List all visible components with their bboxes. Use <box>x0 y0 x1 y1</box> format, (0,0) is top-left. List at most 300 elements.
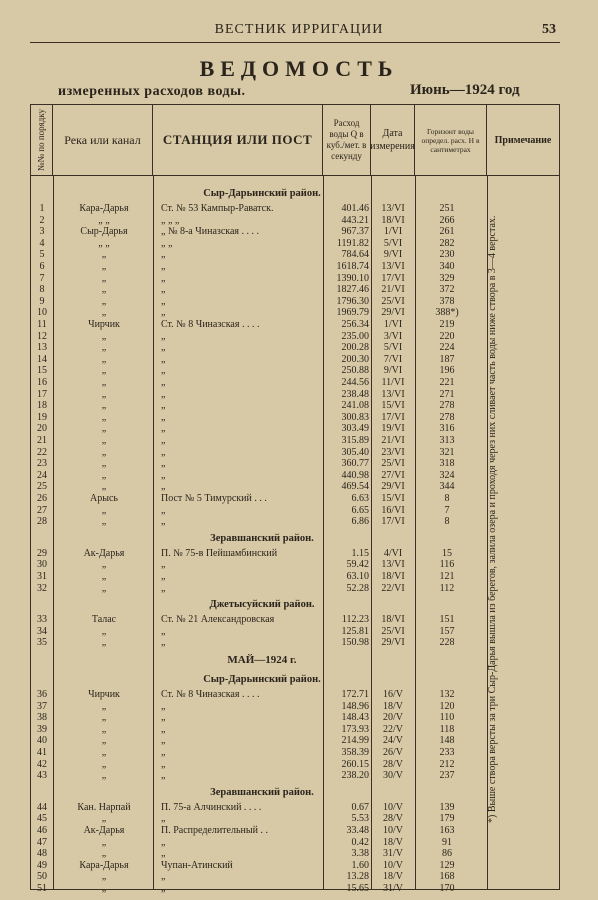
table-row <box>31 215 559 227</box>
row-station: Чупан-Атинский <box>161 859 233 871</box>
row-num: 29 <box>37 547 47 559</box>
row-river: „ <box>101 559 107 571</box>
row-num: 50 <box>37 871 47 883</box>
row-num: 48 <box>37 848 47 860</box>
row-num: 46 <box>37 825 47 836</box>
table-row <box>31 724 559 736</box>
row-flow: 303.49 <box>341 423 369 435</box>
row-date: 21/VI <box>381 284 405 296</box>
row-num: 30 <box>37 559 47 571</box>
row-date: 27/VI <box>381 469 405 481</box>
row-flow: 200.28 <box>341 342 369 354</box>
row-level: 132 <box>439 689 455 700</box>
row-flow: 235.00 <box>341 330 369 342</box>
table-row <box>31 848 559 860</box>
row-flow: 241.08 <box>341 400 369 412</box>
table-row <box>31 583 559 595</box>
table-row <box>31 689 559 701</box>
row-level: 118 <box>439 723 455 735</box>
row-flow: 315.89 <box>341 435 369 446</box>
row-flow: 1796.30 <box>336 295 369 307</box>
table-row <box>31 458 559 470</box>
row-river: „ <box>101 735 107 747</box>
row-flow: 172.71 <box>341 689 369 700</box>
row-num: 5 <box>39 249 45 261</box>
row-date: 1/VI <box>383 319 403 330</box>
table-row <box>31 860 559 872</box>
row-num: 4 <box>39 237 45 249</box>
row-flow: 214.99 <box>341 735 369 747</box>
row-level: 344 <box>439 481 455 493</box>
row-flow: 967.37 <box>341 226 369 238</box>
row-station: Ст. № 21 Александровская <box>161 614 275 626</box>
table-row <box>31 505 559 517</box>
row-station: „ <box>161 625 166 637</box>
row-date: 1/VI <box>383 226 403 238</box>
row-river: „ <box>101 435 107 446</box>
row-num: 9 <box>39 295 45 307</box>
row-river: Кара-Дарья <box>79 859 129 871</box>
row-river: „ <box>101 330 107 342</box>
row-level: 278 <box>439 411 455 423</box>
row-level: 139 <box>439 801 455 813</box>
row-river: „ <box>101 249 107 261</box>
row-date: 9/VI <box>383 365 403 377</box>
row-num: 7 <box>39 272 45 284</box>
row-date: 19/VI <box>381 423 405 435</box>
row-flow: 443.21 <box>341 214 369 226</box>
row-river: Ак-Дарья <box>83 825 125 836</box>
row-station: „ <box>161 758 166 770</box>
row-flow: 5.53 <box>351 813 369 825</box>
row-level: 233 <box>439 747 455 758</box>
row-river: „ <box>101 883 107 894</box>
row-station: „ <box>161 770 166 782</box>
row-flow: 148.96 <box>341 700 369 712</box>
row-level: 251 <box>439 203 455 214</box>
row-date: 25/VI <box>381 295 405 307</box>
table-row <box>31 813 559 825</box>
row-num: 21 <box>37 435 47 446</box>
col-header-flow: Расход воды Q в куб./мет. в секунду <box>323 105 371 175</box>
row-level: 91 <box>442 836 452 848</box>
row-level: 388*) <box>435 307 459 319</box>
row-date: 15/VI <box>381 493 405 504</box>
row-level: 196 <box>439 365 455 377</box>
table-row <box>31 571 559 583</box>
row-level: 86 <box>442 848 452 860</box>
row-level: 378 <box>439 295 455 307</box>
header-rule <box>30 42 560 43</box>
row-river: Сыр-Дарья <box>80 226 128 238</box>
row-river: „ <box>101 342 107 354</box>
row-date: 29/VI <box>381 481 405 493</box>
row-station: „ <box>161 330 166 342</box>
row-station: „ <box>161 481 166 493</box>
table-row <box>31 203 559 215</box>
row-river: „ <box>101 284 107 296</box>
row-river: „ „ <box>98 237 110 249</box>
row-date: 23/VI <box>381 446 405 458</box>
row-num: 12 <box>37 330 47 342</box>
row-station: „ <box>161 388 166 400</box>
row-date: 17/VI <box>381 272 405 284</box>
row-num: 40 <box>37 735 47 747</box>
row-river: Чирчик <box>88 689 120 700</box>
row-level: 224 <box>439 342 455 354</box>
row-num: 41 <box>37 747 47 758</box>
document-title: ВЕДОМОСТЬ <box>199 56 399 81</box>
row-flow: 469.54 <box>341 481 369 493</box>
row-num: 6 <box>39 261 45 272</box>
row-level: 261 <box>439 226 455 238</box>
row-date: 17/VI <box>381 411 405 423</box>
row-flow: 401.46 <box>341 203 369 214</box>
row-flow: 238.20 <box>341 770 369 782</box>
row-station: „ <box>161 458 166 470</box>
row-station: „ „ <box>161 237 173 249</box>
row-date: 13/VI <box>381 261 405 272</box>
row-station: „ <box>161 848 166 860</box>
row-river: Кан. Нарпай <box>77 801 131 813</box>
row-station: Ст. № 8 Чиназская . . . . <box>161 319 260 330</box>
row-station: „ <box>161 871 166 883</box>
row-station: „ <box>161 435 166 446</box>
table-row <box>31 735 559 747</box>
row-level: 148 <box>439 735 455 747</box>
row-level: 228 <box>439 637 455 649</box>
row-flow: 0.42 <box>351 836 369 848</box>
row-station: „ <box>161 559 166 571</box>
row-river: „ <box>101 836 107 848</box>
table-row <box>31 470 559 482</box>
row-date: 3/VI <box>383 330 403 342</box>
row-date: 9/VI <box>383 249 403 261</box>
table-row <box>31 493 559 505</box>
row-num: 37 <box>37 700 47 712</box>
row-station: П. № 75-в Пейшамбинский <box>161 547 278 559</box>
row-num: 32 <box>37 582 47 594</box>
row-station: „ <box>161 836 166 848</box>
row-date: 15/VI <box>381 400 405 412</box>
row-flow: 360.77 <box>341 458 369 470</box>
document-subtitle: измеренных расходов воды. <box>58 84 246 99</box>
row-station: „ <box>161 284 166 296</box>
row-num: 34 <box>37 625 47 637</box>
row-river: „ <box>101 423 107 435</box>
row-num: 33 <box>37 614 47 626</box>
row-river: Ак-Дарья <box>83 547 125 559</box>
row-flow: 112.23 <box>341 614 369 626</box>
row-station: „ <box>161 712 166 724</box>
row-river: Арысь <box>90 493 118 504</box>
report-period: Июнь—1924 год <box>410 82 520 98</box>
discharge-table <box>30 104 560 894</box>
row-date: 26/V <box>383 747 403 758</box>
row-level: 340 <box>439 261 455 272</box>
row-num: 35 <box>37 637 47 649</box>
table-row <box>31 712 559 724</box>
table-row <box>31 825 559 837</box>
row-level: 212 <box>439 758 455 770</box>
row-date: 22/VI <box>381 582 405 594</box>
row-flow: 238.48 <box>341 388 369 400</box>
row-level: 112 <box>439 582 455 594</box>
table-row <box>31 389 559 401</box>
row-date: 21/VI <box>381 435 405 446</box>
row-date: 24/V <box>383 735 403 747</box>
table-row <box>31 770 559 782</box>
table-row <box>31 559 559 571</box>
row-num: 8 <box>39 284 45 296</box>
footnote-vertical: *) Выше створа версты за три Сыр-Дарья вышла из берегов, залила озера и проходя через них сливает часть воды ниже створа в 3—4 верстах. <box>487 215 498 823</box>
table-row <box>31 273 559 285</box>
row-num: 27 <box>37 504 47 516</box>
table-row <box>31 319 559 331</box>
row-flow: 6.63 <box>351 493 369 504</box>
month-heading: МАЙ—1924 г. <box>227 654 297 666</box>
row-station: „ <box>161 747 166 758</box>
row-date: 18/VI <box>381 614 405 626</box>
row-num: 1 <box>39 203 45 214</box>
row-river: „ <box>101 353 107 365</box>
row-level: 220 <box>439 330 455 342</box>
row-station: „ <box>161 377 166 388</box>
row-flow: 1.15 <box>351 547 369 559</box>
row-level: 324 <box>439 469 455 481</box>
row-flow: 148.43 <box>341 712 369 724</box>
row-num: 26 <box>37 493 47 504</box>
row-river: „ <box>101 388 107 400</box>
row-date: 11/VI <box>381 377 405 388</box>
row-num: 3 <box>39 226 45 238</box>
row-flow: 13.28 <box>346 871 369 883</box>
row-flow: 15.65 <box>346 883 369 894</box>
row-station: „ <box>161 813 166 825</box>
table-row <box>31 481 559 493</box>
row-num: 28 <box>37 516 47 528</box>
row-station: „ <box>161 883 166 894</box>
table-row <box>31 637 559 649</box>
row-num: 17 <box>37 388 47 400</box>
row-num: 18 <box>37 400 47 412</box>
table-row <box>31 837 559 849</box>
row-flow: 150.98 <box>341 637 369 649</box>
row-level: 237 <box>439 770 455 782</box>
row-flow: 52.28 <box>346 582 369 594</box>
table-row <box>31 226 559 238</box>
row-num: 23 <box>37 458 47 470</box>
row-river: „ „ <box>98 214 110 226</box>
row-date: 10/V <box>383 859 403 871</box>
row-flow: 250.88 <box>341 365 369 377</box>
row-num: 10 <box>37 307 47 319</box>
row-river: „ <box>101 411 107 423</box>
row-date: 25/VI <box>381 458 405 470</box>
row-num: 19 <box>37 411 47 423</box>
row-date: 5/VI <box>383 342 403 354</box>
region-heading: Джетысуйский район. <box>209 599 315 611</box>
col-header-note: Примечание <box>494 134 552 146</box>
row-date: 5/VI <box>383 237 403 249</box>
row-station: „ <box>161 723 166 735</box>
row-date: 18/V <box>383 871 403 883</box>
row-level: 187 <box>439 353 455 365</box>
row-river: „ <box>101 571 107 582</box>
table-row <box>31 249 559 261</box>
row-num: 45 <box>37 813 47 825</box>
row-station: „ <box>161 342 166 354</box>
row-date: 31/V <box>383 883 403 894</box>
row-river: „ <box>101 582 107 594</box>
table-row <box>31 747 559 759</box>
row-date: 4/VI <box>383 547 403 559</box>
row-level: 221 <box>439 377 455 388</box>
row-date: 18/V <box>383 700 403 712</box>
table-row <box>31 331 559 343</box>
table-row <box>31 423 559 435</box>
row-station: Пост № 5 Тимурский . . . <box>161 493 267 504</box>
row-date: 10/V <box>383 801 403 813</box>
row-station: „ <box>161 272 166 284</box>
row-level: 121 <box>439 571 455 582</box>
row-river: „ <box>101 377 107 388</box>
col-header-date: Дата измерения <box>371 105 415 175</box>
row-river: „ <box>101 458 107 470</box>
row-flow: 1390.10 <box>336 272 369 284</box>
row-num: 25 <box>37 481 47 493</box>
row-level: 372 <box>439 284 455 296</box>
row-date: 18/VI <box>381 571 405 582</box>
row-station: „ „ „ <box>161 214 180 226</box>
row-num: 2 <box>39 214 45 226</box>
row-river: „ <box>101 365 107 377</box>
row-num: 11 <box>37 319 47 330</box>
row-level: 179 <box>439 813 455 825</box>
row-river: „ <box>101 813 107 825</box>
row-num: 31 <box>37 571 47 582</box>
row-level: 266 <box>439 214 455 226</box>
row-river: „ <box>101 446 107 458</box>
row-station: Ст. № 8 Чиназская . . . . <box>161 689 260 700</box>
header-separator <box>31 175 559 176</box>
col-header-num: №№ по порядку <box>31 105 53 175</box>
row-level: 271 <box>439 388 455 400</box>
row-flow: 125.81 <box>341 625 369 637</box>
row-river: „ <box>101 272 107 284</box>
row-num: 38 <box>37 712 47 724</box>
row-flow: 1.60 <box>351 859 369 871</box>
region-heading: Сыр-Дарьинский район. <box>203 674 321 685</box>
row-date: 17/VI <box>381 516 405 528</box>
row-date: 10/V <box>383 825 403 836</box>
row-flow: 6.86 <box>351 516 369 528</box>
table-row <box>31 261 559 273</box>
row-level: 8 <box>444 516 450 528</box>
row-date: 30/V <box>383 770 403 782</box>
row-level: 163 <box>439 825 455 836</box>
col-header-river: Река или канал <box>53 105 153 175</box>
row-date: 13/VI <box>381 559 405 571</box>
row-level: 116 <box>439 559 455 571</box>
row-river: „ <box>101 758 107 770</box>
row-level: 120 <box>439 700 455 712</box>
row-date: 31/V <box>383 848 403 860</box>
row-station: „ <box>161 423 166 435</box>
row-level: 282 <box>439 237 455 249</box>
row-river: Чирчик <box>88 319 120 330</box>
row-river: „ <box>101 307 107 319</box>
row-flow: 59.42 <box>346 559 369 571</box>
row-num: 15 <box>37 365 47 377</box>
row-level: 219 <box>439 319 455 330</box>
row-river: „ <box>101 400 107 412</box>
col-header-level: Горизонт воды определ. расх. H в сантиметрах <box>415 105 487 175</box>
row-river: Талас <box>91 614 117 626</box>
row-station: „ <box>161 261 166 272</box>
row-flow: 1827.46 <box>336 284 369 296</box>
row-flow: 305.40 <box>341 446 369 458</box>
row-date: 16/V <box>383 689 403 700</box>
row-river: „ <box>101 700 107 712</box>
row-station: „ <box>161 411 166 423</box>
row-station: „ <box>161 516 166 528</box>
row-river: „ <box>101 871 107 883</box>
row-level: 157 <box>439 625 455 637</box>
row-river: „ <box>101 770 107 782</box>
row-date: 29/VI <box>381 307 405 319</box>
row-station: „ <box>161 353 166 365</box>
table-row <box>31 871 559 883</box>
row-level: 110 <box>439 712 455 724</box>
row-flow: 200.30 <box>341 353 369 365</box>
row-station: „ <box>161 469 166 481</box>
col-header-station: СТАНЦИЯ ИЛИ ПОСТ <box>153 105 323 175</box>
row-flow: 6.65 <box>351 504 369 516</box>
row-date: 25/VI <box>381 625 405 637</box>
row-date: 28/V <box>383 758 403 770</box>
table-row <box>31 447 559 459</box>
table-row <box>31 365 559 377</box>
row-date: 16/VI <box>381 504 405 516</box>
row-level: 230 <box>439 249 455 261</box>
row-station: „ <box>161 295 166 307</box>
row-level: 170 <box>439 883 455 894</box>
table-row <box>31 238 559 250</box>
row-station: „ <box>161 571 166 582</box>
row-flow: 244.56 <box>341 377 369 388</box>
row-date: 29/VI <box>381 637 405 649</box>
row-station: „ <box>161 735 166 747</box>
row-num: 16 <box>37 377 47 388</box>
row-level: 129 <box>439 859 455 871</box>
row-level: 313 <box>439 435 455 446</box>
table-row <box>31 626 559 638</box>
row-level: 316 <box>439 423 455 435</box>
row-level: 151 <box>439 614 455 626</box>
table-row <box>31 354 559 366</box>
table-row <box>31 284 559 296</box>
table-row <box>31 307 559 319</box>
region-heading: Сыр-Дарьинский район. <box>203 188 321 199</box>
row-date: 7/VI <box>383 353 403 365</box>
table-row <box>31 296 559 308</box>
row-date: 22/V <box>383 723 403 735</box>
row-flow: 358.39 <box>341 747 369 758</box>
row-flow: 0.67 <box>351 801 369 813</box>
row-num: 36 <box>37 689 47 700</box>
row-flow: 440.98 <box>341 469 369 481</box>
